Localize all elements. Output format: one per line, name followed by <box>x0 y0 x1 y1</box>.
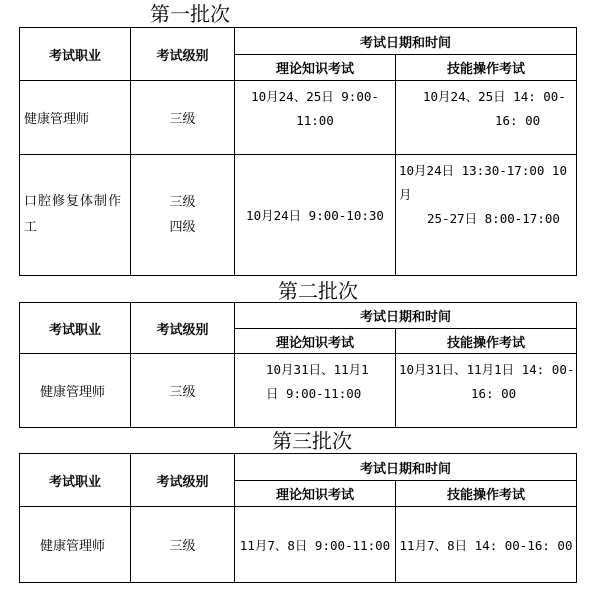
time-line: 10月31日、11月1 <box>266 362 369 377</box>
table-row <box>20 155 577 276</box>
header-datetime: 考试日期和时间 <box>235 28 577 55</box>
table-row <box>20 354 577 428</box>
header-occupation: 考试职业 <box>20 303 131 354</box>
batch-1-title: 第一批次 <box>150 2 230 26</box>
skill-time-cell <box>396 354 577 428</box>
theory-time-cell <box>235 354 396 428</box>
time-line: 10月24日 13:30-17:00 10月 <box>399 163 567 202</box>
level-cell: 三级 <box>131 81 235 155</box>
theory-time-cell: 11月7、8日 9:00-11:00 <box>235 507 396 583</box>
time-line: 日 9:00-11:00 <box>266 386 362 401</box>
skill-time-cell <box>396 81 577 155</box>
table-row <box>20 81 577 155</box>
theory-time-cell <box>235 81 396 155</box>
time-line: 10月24、25日 14: 00- <box>423 89 566 104</box>
skill-time-cell <box>396 155 577 276</box>
header-theory: 理论知识考试 <box>235 481 396 507</box>
batch-3-title: 第三批次 <box>272 429 352 453</box>
header-level: 考试级别 <box>131 454 235 507</box>
occupation-cell: 健康管理师 <box>20 507 131 583</box>
occupation-text: 口腔修复体制作工 <box>24 194 123 235</box>
header-datetime: 考试日期和时间 <box>235 454 577 481</box>
header-theory: 理论知识考试 <box>235 55 396 81</box>
time-line: 25-27日 8:00-17:00 <box>427 211 560 226</box>
header-occupation: 考试职业 <box>20 28 131 81</box>
header-datetime: 考试日期和时间 <box>235 303 577 329</box>
time-line: 11:00 <box>296 113 334 128</box>
theory-time-cell: 10月24日 9:00-10:30 <box>235 155 396 276</box>
time-line: 10月31日、11月1日 14: 00- <box>399 362 575 377</box>
header-theory: 理论知识考试 <box>235 329 396 354</box>
level-cell: 三级 <box>131 354 235 428</box>
occupation-cell: 健康管理师 <box>20 81 131 155</box>
level-line: 三级 <box>169 195 196 210</box>
header-level: 考试级别 <box>131 28 235 81</box>
time-line: 16: 00 <box>471 386 517 401</box>
level-line: 四级 <box>169 220 196 235</box>
header-skill: 技能操作考试 <box>396 329 577 354</box>
header-skill: 技能操作考试 <box>396 481 577 507</box>
table-row <box>20 507 577 583</box>
skill-time-cell: 11月7、8日 14: 00-16: 00 <box>396 507 577 583</box>
batch-2-table <box>19 302 577 428</box>
level-cell <box>131 155 235 276</box>
occupation-cell: 健康管理师 <box>20 354 131 428</box>
batch-3-table <box>19 453 577 583</box>
time-line: 10月24、25日 9:00- <box>251 89 379 104</box>
header-level: 考试级别 <box>131 303 235 354</box>
time-line: 16: 00 <box>495 113 541 128</box>
occupation-cell <box>20 155 131 276</box>
batch-2-title: 第二批次 <box>278 279 358 303</box>
batch-1-table <box>19 27 577 276</box>
level-cell: 三级 <box>131 507 235 583</box>
header-occupation: 考试职业 <box>20 454 131 507</box>
header-skill: 技能操作考试 <box>396 55 577 81</box>
